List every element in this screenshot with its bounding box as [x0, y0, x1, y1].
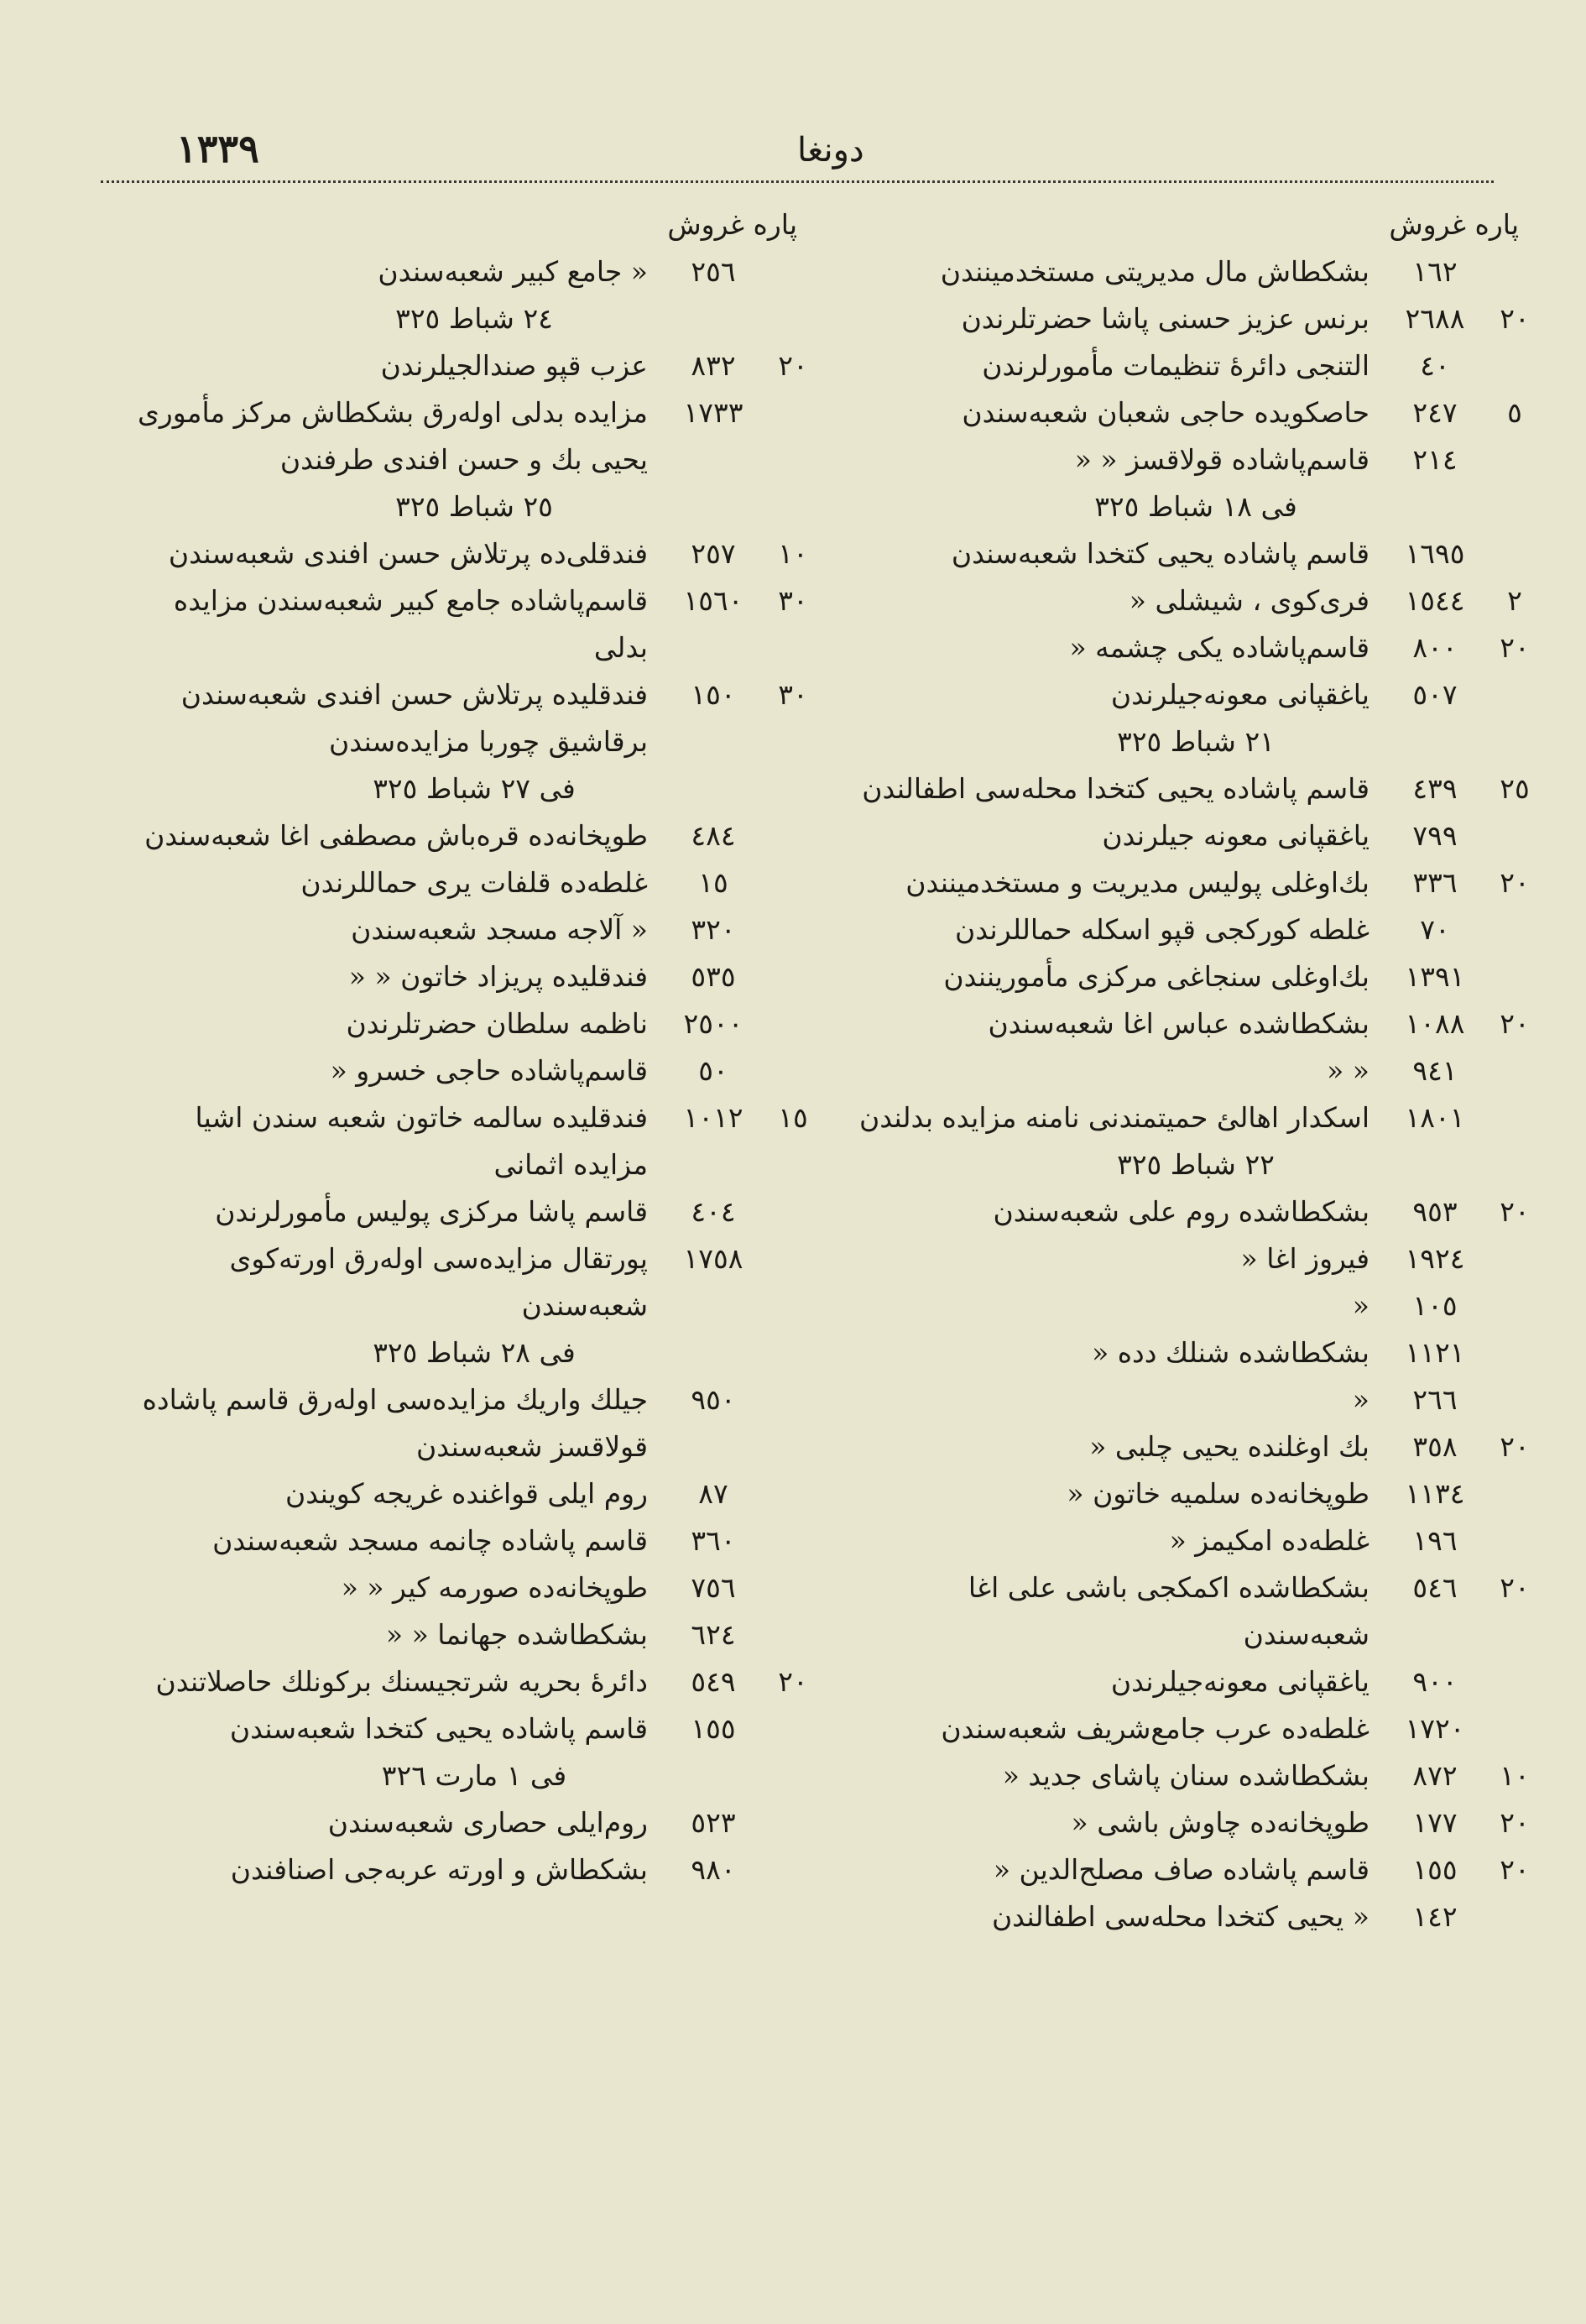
kurus-amount: ٨٧٢ — [1412, 1759, 1458, 1792]
para-amount: ٣٠ — [778, 678, 808, 711]
kurus-amount: ١١٢١ — [1405, 1336, 1465, 1369]
date-heading: فى ١٨ شباط ٣٢٥ — [1094, 490, 1297, 523]
entry-description: غلطه‌ده امكيمز « — [1169, 1524, 1369, 1557]
kurus-amount: ٢١٤ — [1412, 443, 1458, 476]
entry-description: جيلك واريك مزايده‌سى اوله‌رق قاسم پاشاده قولاقسز شعبه‌سندن — [142, 1383, 648, 1463]
entry-description: ياغقپانى معونه‌جيلرندن — [1110, 678, 1369, 711]
ledger-row — [126, 577, 822, 671]
kurus-amount: ١٧٣٣ — [683, 396, 743, 429]
ledger-row — [848, 1423, 1544, 1470]
kurus-amount: ٩٤١ — [1412, 1054, 1458, 1087]
ledger-row — [848, 1752, 1544, 1799]
para-amount: ٢٠ — [1500, 302, 1530, 335]
entry-description: پورتقال مزايده‌سى اوله‌رق اورته‌كوى شعبه‌سندن — [229, 1242, 648, 1322]
kurus-amount: ٥٤٦ — [1412, 1571, 1458, 1604]
para-amount: ٢٠ — [778, 349, 808, 382]
entry-description: بشكطاشده روم على شعبه‌سندن — [993, 1195, 1369, 1228]
kurus-amount: ٢٤٧ — [1412, 396, 1458, 429]
ledger-row — [848, 624, 1544, 671]
kurus-amount: ٨٣٢ — [691, 349, 736, 382]
ledger-row — [848, 1188, 1544, 1235]
date-heading: ٢١ شباط ٣٢٥ — [1117, 725, 1275, 758]
ledger-row — [848, 1517, 1544, 1564]
kurus-amount: ٢٥٦ — [691, 255, 736, 288]
kurus-amount: ٥٠٧ — [1412, 678, 1458, 711]
para-amount: ٣٠ — [778, 584, 808, 617]
kurus-amount: ٦٢٤ — [691, 1618, 736, 1651]
entry-description: بك‌اوغلى سنجاغى مركزى مأمورينندن — [943, 960, 1369, 993]
entry-description: غلطه كوركجى قپو اسكله حماللرندن — [954, 913, 1369, 946]
entry-description: طوپخانه‌ده سلميه خاتون « — [1067, 1477, 1369, 1510]
kurus-amount: ١٠٨٨ — [1405, 1007, 1465, 1040]
para-amount: ١٠ — [778, 537, 808, 570]
ledger-row — [126, 342, 822, 389]
kurus-amount: ١٥ — [698, 866, 728, 899]
ledger-row — [848, 389, 1544, 436]
para-amount: ٢٠ — [1500, 1430, 1530, 1463]
entry-description: طوپخانه‌ده قره‌باش مصطفى اغا شعبه‌سندن — [144, 819, 648, 852]
ledger-row — [126, 1517, 822, 1564]
para-amount: ٢٠ — [1500, 1007, 1530, 1040]
kurus-amount: ٣٥٨ — [1412, 1430, 1458, 1463]
ledger-row — [848, 906, 1544, 953]
kurus-amount: ٤٨٤ — [691, 819, 736, 852]
ledger-row — [848, 342, 1544, 389]
ledger-row — [126, 1658, 822, 1705]
entry-description: بشكطاش مال مديريتى مستخدمينندن — [940, 255, 1369, 288]
ledger-row — [126, 812, 822, 859]
para-amount: ١٠ — [1500, 1759, 1530, 1792]
kurus-amount: ٥٠ — [698, 1054, 728, 1087]
kurus-amount: ٧٥٦ — [691, 1571, 736, 1604]
column-header: پاره غروش — [667, 208, 797, 241]
entry-description: فندقليده سالمه خاتون شعبه سندن اشيا مزايده اثمانى — [195, 1101, 648, 1181]
para-amount: ٢٠ — [1500, 1853, 1530, 1886]
kurus-amount: ٩٠٠ — [1412, 1665, 1458, 1698]
kurus-amount: ١٦٩٥ — [1405, 537, 1465, 570]
entry-description: قاسم پاشاده يحيى كتخدا محله‌سى اطفالندن — [862, 772, 1369, 805]
entry-description: فيروز اغا « — [1240, 1242, 1369, 1275]
kurus-amount: ١٥٠ — [691, 678, 736, 711]
entry-description: برنس عزيز حسنى پاشا حضرتلرندن — [961, 302, 1369, 335]
entry-description: قاسم پاشاده چانمه مسجد شعبه‌سندن — [212, 1524, 648, 1557]
date-heading: فى ٢٨ شباط ٣٢٥ — [373, 1336, 576, 1369]
kurus-amount: ٨٧ — [698, 1477, 728, 1510]
ledger-row — [126, 1564, 822, 1611]
kurus-amount: ٥٣٥ — [691, 960, 736, 993]
entry-list — [126, 248, 822, 1893]
entry-description: قاسم پاشاده صاف مصلح‌الدين « — [993, 1853, 1369, 1886]
date-heading: فى ١ مارت ٣٢٦ — [381, 1759, 567, 1792]
ledger-row — [848, 812, 1544, 859]
entry-description: قاسم پاشاده يحيى كتخدا شعبه‌سندن — [229, 1712, 648, 1745]
entry-description: فندقلى‌ده پرتلاش حسن افندى شعبه‌سندن — [168, 537, 648, 570]
ledger-row — [126, 953, 822, 1000]
ledger-row — [126, 1846, 822, 1893]
ledger-row — [126, 389, 822, 483]
kurus-amount: ١٥٥ — [1412, 1853, 1458, 1886]
ledger-row — [848, 1893, 1544, 1940]
kurus-amount: ١٧٧ — [1412, 1806, 1458, 1839]
ledger-row — [126, 1376, 822, 1470]
ledger-row — [126, 1799, 822, 1846]
kurus-amount: ١٥٥ — [691, 1712, 736, 1745]
entry-description: بشكطاشده عباس اغا شعبه‌سندن — [988, 1007, 1369, 1040]
para-amount: ٢٠ — [1500, 631, 1530, 664]
ledger-row — [848, 953, 1544, 1000]
entry-description: بشكطاشده شنلك دده « — [1092, 1336, 1369, 1369]
ledger-row — [848, 1282, 1544, 1329]
ledger-row — [848, 436, 1544, 483]
page-number: ١٣٣٩ — [176, 126, 259, 171]
kurus-amount: ٣٢٠ — [691, 913, 736, 946]
entry-list — [848, 248, 1544, 1940]
ledger-row — [848, 248, 1544, 295]
entry-description: ياغقپانى معونه‌جيلرندن — [1110, 1665, 1369, 1698]
entry-description: عزب قپو صندالجيلرندن — [380, 349, 648, 382]
kurus-amount: ١٠٥ — [1412, 1289, 1458, 1322]
kurus-amount: ١٠١٢ — [683, 1101, 743, 1134]
entry-description: قاسم‌پاشاده جامع كبير شعبه‌سندن مزايده بدلى — [173, 584, 648, 664]
para-amount: ٢٠ — [778, 1665, 808, 1698]
kurus-amount: ١٦٢ — [1412, 255, 1458, 288]
ledger-row — [848, 1658, 1544, 1705]
ledger-row — [848, 671, 1544, 718]
kurus-amount: ٢٦٨٨ — [1405, 302, 1465, 335]
kurus-amount: ١١٣٤ — [1405, 1477, 1465, 1510]
entry-description: دائرهٔ بحريه شرتجيسنك بركونلك حاصلاتندن — [155, 1665, 648, 1698]
entry-description: طوپخانه‌ده صورمه كير « « — [341, 1571, 648, 1604]
entry-description: غلطه‌ده قلفات يرى حماللرندن — [300, 866, 648, 899]
entry-description: قاسم‌پاشاده حاجى خسرو « — [330, 1054, 648, 1087]
entry-description: روم ايلى قواغنده غريجه كويندن — [285, 1477, 648, 1510]
left-column — [126, 201, 822, 1893]
kurus-amount: ١٨٠١ — [1405, 1101, 1465, 1134]
ledger-row — [126, 671, 822, 765]
ledger-row — [848, 1000, 1544, 1047]
entry-description: « جامع كبير شعبه‌سندن — [378, 255, 648, 288]
ledger-row — [848, 530, 1544, 577]
kurus-amount: ٤٠٤ — [691, 1195, 736, 1228]
entry-description: بشكطاش و اورته عربه‌جى اصنافندن — [230, 1853, 648, 1886]
ledger-row — [126, 1000, 822, 1047]
entry-description: قاسم پاشاده يحيى كتخدا شعبه‌سندن — [951, 537, 1369, 570]
kurus-amount: ١٩٦ — [1412, 1524, 1458, 1557]
kurus-amount: ٢٦٦ — [1412, 1383, 1458, 1416]
entry-description: « — [1352, 1383, 1369, 1416]
ledger-row — [848, 765, 1544, 812]
entry-description: ناظمه سلطان حضرتلرندن — [346, 1007, 648, 1040]
kurus-amount: ٢٥٧ — [691, 537, 736, 570]
ledger-row — [126, 1188, 822, 1235]
ledger-row — [848, 1705, 1544, 1752]
ledger-row — [848, 859, 1544, 906]
kurus-amount: ٥٤٩ — [691, 1665, 736, 1698]
ledger-row — [848, 1846, 1544, 1893]
kurus-amount: ٩٨٠ — [691, 1853, 736, 1886]
ledger-row — [126, 530, 822, 577]
entry-description: « — [1352, 1289, 1369, 1322]
kurus-amount: ١٥٤٤ — [1405, 584, 1465, 617]
ledger-row — [126, 1235, 822, 1329]
kurus-amount: ١٥٦٠ — [683, 584, 743, 617]
entry-description: التنجى دائرهٔ تنظيمات مأمورلرندن — [982, 349, 1369, 382]
kurus-amount: ١٣٩١ — [1405, 960, 1465, 993]
kurus-amount: ١٩٢٤ — [1405, 1242, 1465, 1275]
kurus-amount: ١٤٢ — [1412, 1900, 1458, 1933]
ledger-row — [126, 906, 822, 953]
ledger-row — [126, 1094, 822, 1188]
entry-description: « آلاجه مسجد شعبه‌سندن — [351, 913, 648, 946]
entry-description: غلطه‌ده عرب جامع‌شريف شعبه‌سندن — [941, 1712, 1369, 1745]
kurus-amount: ٣٣٦ — [1412, 866, 1458, 899]
date-heading: ٢٥ شباط ٣٢٥ — [395, 490, 553, 523]
kurus-amount: ٣٦٠ — [691, 1524, 736, 1557]
ledger-row — [848, 1235, 1544, 1282]
para-amount: ٥ — [1507, 396, 1522, 429]
kurus-amount: ٩٥٠ — [691, 1383, 736, 1416]
ledger-row — [848, 1376, 1544, 1423]
ledger-row — [126, 1047, 822, 1094]
date-heading: ٢٢ شباط ٣٢٥ — [1117, 1148, 1275, 1181]
para-amount: ٢٥ — [1500, 772, 1530, 805]
entry-description: فندقليده پريزاد خاتون « « — [348, 960, 648, 993]
para-amount: ٢٠ — [1500, 1195, 1530, 1228]
ledger-row — [848, 577, 1544, 624]
entry-description: قاسم پاشا مركزى پوليس مأمورلرندن — [215, 1195, 648, 1228]
ledger-row — [848, 1047, 1544, 1094]
para-amount: ١٥ — [778, 1101, 808, 1134]
running-title: دونغا — [797, 131, 864, 170]
entry-description: « يحيى كتخدا محله‌سى اطفالندن — [991, 1900, 1369, 1933]
column-header: پاره غروش — [1389, 208, 1519, 241]
kurus-amount: ٥٢٣ — [691, 1806, 736, 1839]
entry-description: حاصكويده حاجى شعبان شعبه‌سندن — [962, 396, 1369, 429]
entry-description: بشكطاشده سنان پاشاى جديد « — [1002, 1759, 1369, 1792]
ledger-row — [126, 1611, 822, 1658]
entry-description: طوپخانه‌ده چاوش باشى « — [1071, 1806, 1369, 1839]
ledger-row — [848, 1094, 1544, 1141]
ledger-row — [126, 859, 822, 906]
kurus-amount: ٧٠ — [1420, 913, 1450, 946]
date-heading: ٢٤ شباط ٣٢٥ — [395, 302, 553, 335]
entry-description: بك‌اوغلى پوليس مديريت و مستخدمينندن — [905, 866, 1369, 899]
entry-description: مزايده بدلى اوله‌رق بشكطاش مركز مأمورى يحيى بك و حسن افندى طرفندن — [137, 396, 648, 476]
entry-description: قاسم‌پاشاده يكى چشمه « — [1069, 631, 1369, 664]
entry-description: « « — [1327, 1054, 1369, 1087]
ledger-row — [848, 295, 1544, 342]
ledger-row — [126, 1705, 822, 1752]
kurus-amount: ٢٥٠٠ — [683, 1007, 743, 1040]
page-header — [92, 126, 1502, 193]
kurus-amount: ١٧٢٠ — [1405, 1712, 1465, 1745]
header-rule — [101, 180, 1494, 183]
para-amount: ٢ — [1507, 584, 1522, 617]
kurus-amount: ٧٩٩ — [1412, 819, 1458, 852]
para-amount: ٢٠ — [1500, 1571, 1530, 1604]
ledger-row — [848, 1564, 1544, 1658]
entry-description: فندقليده پرتلاش حسن افندى شعبه‌سندن برقاشيق چوربا مزايده‌سندن — [180, 678, 648, 758]
date-heading: فى ٢٧ شباط ٣٢٥ — [373, 772, 576, 805]
entry-description: روم‌ايلى حصارى شعبه‌سندن — [327, 1806, 648, 1839]
para-amount: ٢٠ — [1500, 1806, 1530, 1839]
entry-description: بك اوغلنده يحيى چلبى « — [1089, 1430, 1369, 1463]
para-amount: ٢٠ — [1500, 866, 1530, 899]
ledger-row — [126, 248, 822, 295]
entry-description: بشكطاشده اكمكجى باشى على اغا شعبه‌سندن — [968, 1571, 1369, 1651]
kurus-amount: ٨٠٠ — [1412, 631, 1458, 664]
entry-description: قاسم‌پاشاده قولاقسز « « — [1074, 443, 1369, 476]
entry-description: اسكدار اهالئ حميتمندنى نامنه مزايده بدلندن — [858, 1101, 1369, 1134]
kurus-amount: ٩٥٣ — [1412, 1195, 1458, 1228]
ledger-row — [848, 1329, 1544, 1376]
ledger-row — [126, 1470, 822, 1517]
kurus-amount: ٤٠ — [1420, 349, 1450, 382]
entry-description: فرى‌كوى ، شيشلى « — [1129, 584, 1369, 617]
kurus-amount: ١٧٥٨ — [683, 1242, 743, 1275]
entry-description: ياغقپانى معونه جيلرندن — [1102, 819, 1369, 852]
kurus-amount: ٤٣٩ — [1412, 772, 1458, 805]
entry-description: بشكطاشده جهانما « « — [385, 1618, 648, 1651]
right-column — [848, 201, 1544, 1940]
ledger-row — [848, 1799, 1544, 1846]
ledger-row — [848, 1470, 1544, 1517]
